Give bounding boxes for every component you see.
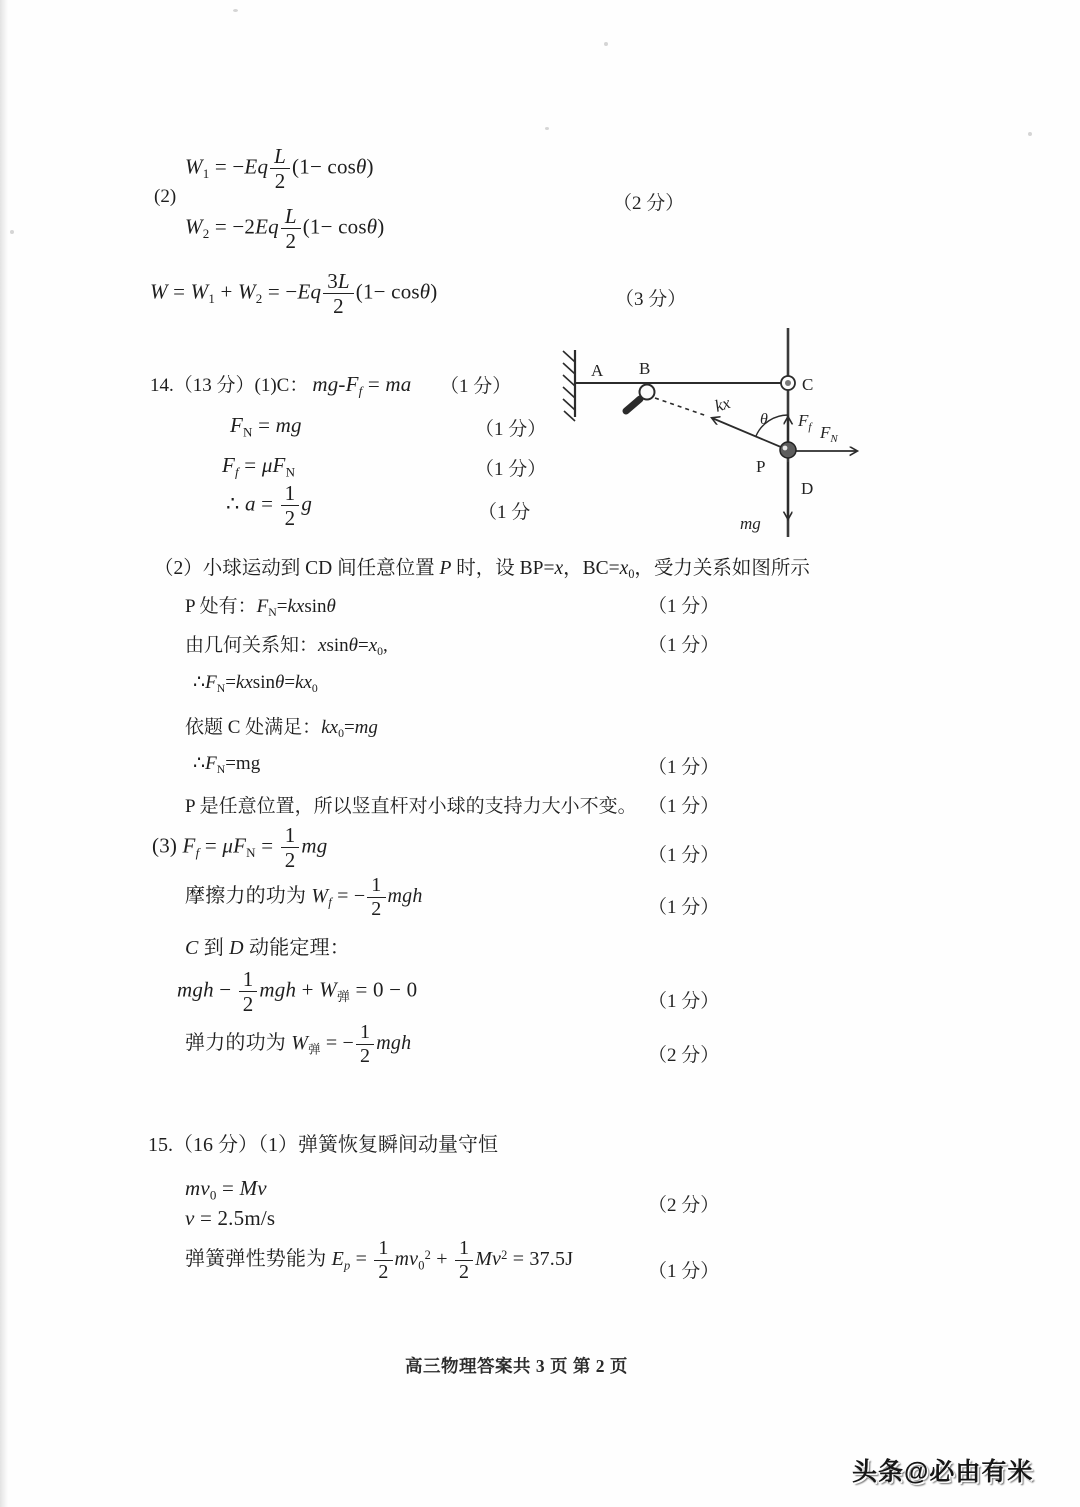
score-w-total: （3 分） — [615, 289, 687, 310]
formula-a: ∴ a = $\frac{1}{2}$ g — [226, 481, 313, 531]
label-theta: θ — [760, 411, 768, 428]
score-q14-1: （1 分） — [440, 376, 512, 397]
label-kx: kx — [712, 393, 733, 416]
label-ff: $F_f$ — [798, 411, 812, 433]
label-a: A — [591, 361, 604, 380]
scan-speck — [10, 230, 14, 234]
label-mg: mg — [740, 514, 761, 533]
q15-eq2: v = 2.5m/s — [185, 1206, 276, 1230]
label-fn: $F_N$ — [820, 423, 838, 445]
label-b: B — [639, 359, 651, 378]
pin-b-tail — [626, 399, 640, 411]
score-w1-w2: （2 分） — [613, 193, 685, 214]
q14-part2-line2: 由几何关系知：$xsin\theta=x_0$, — [185, 635, 388, 659]
q15-eq3: 弹簧弹性势能为 $E_p$ = $\frac{1}{2}$ $mv_0^2$ + $\frac{1}{2}$ $Mv^2 = 37.5J$ — [185, 1237, 574, 1283]
pin-b — [640, 385, 655, 400]
score-fn: （1 分） — [475, 419, 547, 440]
scan-speck — [545, 127, 549, 130]
q14-heading-line — [150, 370, 412, 400]
q14-part3-line4: mgh − $\frac{1}{2}$ mgh + $W_弹 = 0 - 0$ — [177, 967, 418, 1017]
score-p3-1: （1 分） — [648, 845, 720, 866]
q14-part3-line2: 摩擦力的功为 $W_f$ = − $\frac{1}{2}$ mgh — [185, 874, 423, 920]
score-p2-6: （1 分） — [648, 796, 720, 817]
label-c: C — [802, 375, 814, 394]
page-footer: 高三物理答案共 3 页 第 2 页 — [405, 1356, 628, 1376]
score-p2-1: （1 分） — [648, 596, 720, 617]
label-d: D — [801, 479, 814, 498]
spring-force-arrow — [712, 418, 788, 450]
score-p3-2: （1 分） — [648, 897, 720, 918]
q14-part3-line1: (3) $F_f = \mu F_N$ = $\frac{1}{2}$ mg — [152, 823, 328, 873]
score-ff: （1 分） — [475, 459, 547, 480]
q14-part2-line4: 依题 C 处满足：$kx_0=mg$ — [185, 717, 378, 741]
score-p2-2: （1 分） — [648, 635, 720, 656]
q14-part2-line1: P 处有：$F_N=kxsin\theta$ — [185, 596, 336, 620]
q14-part2-line3: $\therefore F_N=kxsin\theta=kx_0$ — [193, 672, 318, 696]
q14-part3-line5: 弹力的功为 $W_弹$ = − $\frac{1}{2}$ mgh — [185, 1021, 412, 1067]
score-p3-4: （1 分） — [648, 991, 720, 1012]
formula-ff: $F_f = \mu F_N$ — [222, 453, 296, 480]
score-q15-1: （2 分） — [648, 1195, 720, 1216]
score-p3-5: （2 分） — [648, 1045, 720, 1066]
q14-part3-line3: C 到 D 动能定理： — [185, 937, 351, 959]
joint-c-center — [785, 380, 791, 386]
q14-part2-intro: （2）小球运动到 CD 间任意位置 P 时，设 BP=x，$BC=x_0$，受力关系如图所示 — [154, 558, 810, 582]
force-diagram — [560, 322, 910, 552]
q14-heading-eq: $mg-F_f$ = ma — [312, 372, 412, 399]
ball-p — [780, 442, 796, 458]
formula-w-total: $W = W_1 + W_2 = -Eq$ $\frac{3L}{2}$ (1− cosθ) — [150, 269, 438, 319]
formula-w1: $W_1 = -Eq$ $\frac{L}{2}$ (1− cosθ) — [185, 144, 374, 194]
scan-speck — [1028, 132, 1032, 136]
formula-w2: $W_2 = -2Eq$ $\frac{L}{2}$ (1− cosθ) — [185, 204, 385, 254]
q14-part2-line6: P 是任意位置，所以竖直杆对小球的支持力大小不变。 — [185, 796, 637, 817]
label-p: P — [756, 457, 766, 476]
ball-p-highlight — [783, 446, 788, 451]
score-p2-5: （1 分） — [648, 757, 720, 778]
page-edge-shadow — [0, 0, 8, 1507]
wall-hatching — [563, 351, 575, 421]
scan-speck — [604, 42, 608, 46]
watermark: 头条@必由有米 — [852, 1458, 1034, 1486]
spring-dashed-line — [655, 398, 707, 416]
scan-speck — [233, 9, 238, 12]
q14-heading-text: 14.（13 分）(1)C： — [150, 375, 309, 396]
q15-eq1: $mv_0 = Mv$ — [185, 1176, 267, 1203]
score-a: （1 分 — [478, 502, 531, 523]
formula-fn: $F_N$ = mg — [230, 413, 302, 440]
score-q15-2: （1 分） — [648, 1261, 720, 1282]
q15-heading: 15.（16 分）（1）弹簧恢复瞬间动量守恒 — [148, 1134, 498, 1156]
part2-label: (2) — [154, 186, 177, 207]
q14-part2-line5: $\therefore F_N=mg$ — [193, 753, 261, 777]
